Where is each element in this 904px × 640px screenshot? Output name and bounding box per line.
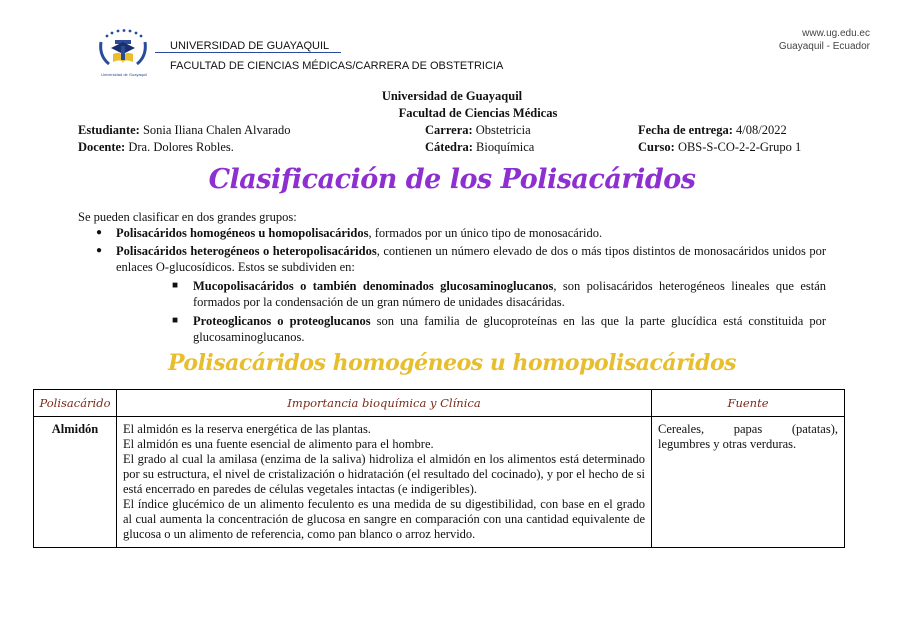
sublist-item-mucopolysaccharides xyxy=(172,278,826,310)
cell-importance xyxy=(117,417,652,548)
square-bullet-icon: ■ xyxy=(172,315,179,326)
list-item-homogeneous xyxy=(96,225,826,241)
date-field xyxy=(638,123,787,138)
date-value: 4/08/2022 xyxy=(736,123,787,137)
importance-line: El almidón es la reserva energética de las plantas. xyxy=(123,422,371,436)
student-label: Estudiante: xyxy=(78,123,140,137)
student-value: Sonia Iliana Chalen Alvarado xyxy=(142,123,291,137)
intro-text: Se pueden clasificar en dos grandes grupos: xyxy=(78,210,297,224)
page-title: Clasificación de los Polisacáridos xyxy=(208,164,696,195)
career-field xyxy=(425,123,531,138)
website-link[interactable]: www.ug.edu.ec xyxy=(802,28,870,39)
chair-field xyxy=(425,140,534,155)
bullet-icon: ● xyxy=(96,245,103,256)
course-label: Curso: xyxy=(638,140,675,154)
university-logo xyxy=(95,28,151,76)
bullet2-desc: , contienen un número elevado de dos o más tipos distintos de monosacáridos unidos por enlaces O-glucosídicos. Estos se subdividen en: xyxy=(116,244,826,274)
header-faculty: FACULTAD DE CIENCIAS MÉDICAS/CARRERA DE OBSTETRICIA xyxy=(170,60,504,72)
logo-caption: Universidad de Guayaquil xyxy=(101,72,147,77)
header-contact xyxy=(779,27,870,53)
polysaccharide-table xyxy=(33,389,845,548)
cell-source: Cereales, papas (patatas), legumbres y otras verduras. xyxy=(652,417,845,548)
teacher-value: Dra. Dolores Robles. xyxy=(128,140,234,154)
importance-paragraph: El grado al cual la amilasa (enzima de la saliva) hidroliza el almidón en los alimentos está determinado por su estructura, el nivel de cristalización o hidratación (el resultado del cocinado), y por el hecho de si está encerrado en paredes de células vegetales intactas (e indigeribles). xyxy=(123,452,645,496)
location-text: Guayaquil - Ecuador xyxy=(778,41,870,52)
career-label: Carrera: xyxy=(425,123,473,137)
list-item-heterogeneous xyxy=(96,243,826,275)
chair-label: Cátedra: xyxy=(425,140,473,154)
chair-value: Bioquímica xyxy=(476,140,535,154)
table-row xyxy=(34,417,845,548)
square-bullet-icon: ■ xyxy=(172,280,179,291)
header-importance: Importancia bioquímica y Clínica xyxy=(117,390,652,417)
bullet1-term: Polisacáridos homogéneos u homopolisacáridos xyxy=(116,226,369,240)
bullet-icon: ● xyxy=(96,227,103,238)
header-divider xyxy=(155,52,341,53)
sub2-desc: son una familia de glucoproteínas en las que la parte glucídica está constituida por glucosaminoglucanos. xyxy=(193,314,826,344)
cell-polysaccharide: Almidón xyxy=(34,417,117,548)
date-label: Fecha de entrega: xyxy=(638,123,733,137)
sub1-desc: , son polisacáridos heterogéneos lineales que están formados por la condensación de un gran número de unidades disacáridas. xyxy=(193,279,827,309)
header-source: Fuente xyxy=(652,390,845,417)
course-field xyxy=(638,140,801,155)
teacher-field xyxy=(78,140,234,155)
course-value: OBS-S-CO-2-2-Grupo 1 xyxy=(677,140,802,154)
header-university: UNIVERSIDAD DE GUAYAQUIL xyxy=(170,40,330,52)
sub1-term: Mucopolisacáridos o también denominados glucosaminoglucanos xyxy=(193,279,554,293)
sublist-item-proteoglycans xyxy=(172,313,826,345)
importance-line: El almidón es una fuente esencial de alimento para el hombre. xyxy=(123,437,434,451)
bullet2-term: Polisacáridos heterogéneos o heteropolisacáridos xyxy=(116,244,377,258)
section-title: Polisacáridos homogéneos u homopolisacáridos xyxy=(167,350,737,376)
sub2-term: Proteoglicanos o proteoglucanos xyxy=(193,314,371,328)
institution-line: Universidad de Guayaquil xyxy=(381,89,523,103)
header-polysaccharide: Polisacárido xyxy=(34,390,117,417)
bullet1-desc: , formados por un único tipo de monosacárido. xyxy=(368,226,603,240)
teacher-label: Docente: xyxy=(78,140,126,154)
career-value: Obstetricia xyxy=(475,123,531,137)
faculty-line: Facultad de Ciencias Médicas xyxy=(398,106,558,120)
student-field xyxy=(78,123,290,138)
importance-paragraph: El índice glucémico de un alimento feculento es una medida de su digestibilidad, con base en el grado al cual aumenta la concentración de glucosa en sangre en comparación con una cantidad equivalente de glucosa o un alimento de referencia, como pan blanco o arroz hervido. xyxy=(123,497,645,541)
table-header-row xyxy=(34,390,845,417)
